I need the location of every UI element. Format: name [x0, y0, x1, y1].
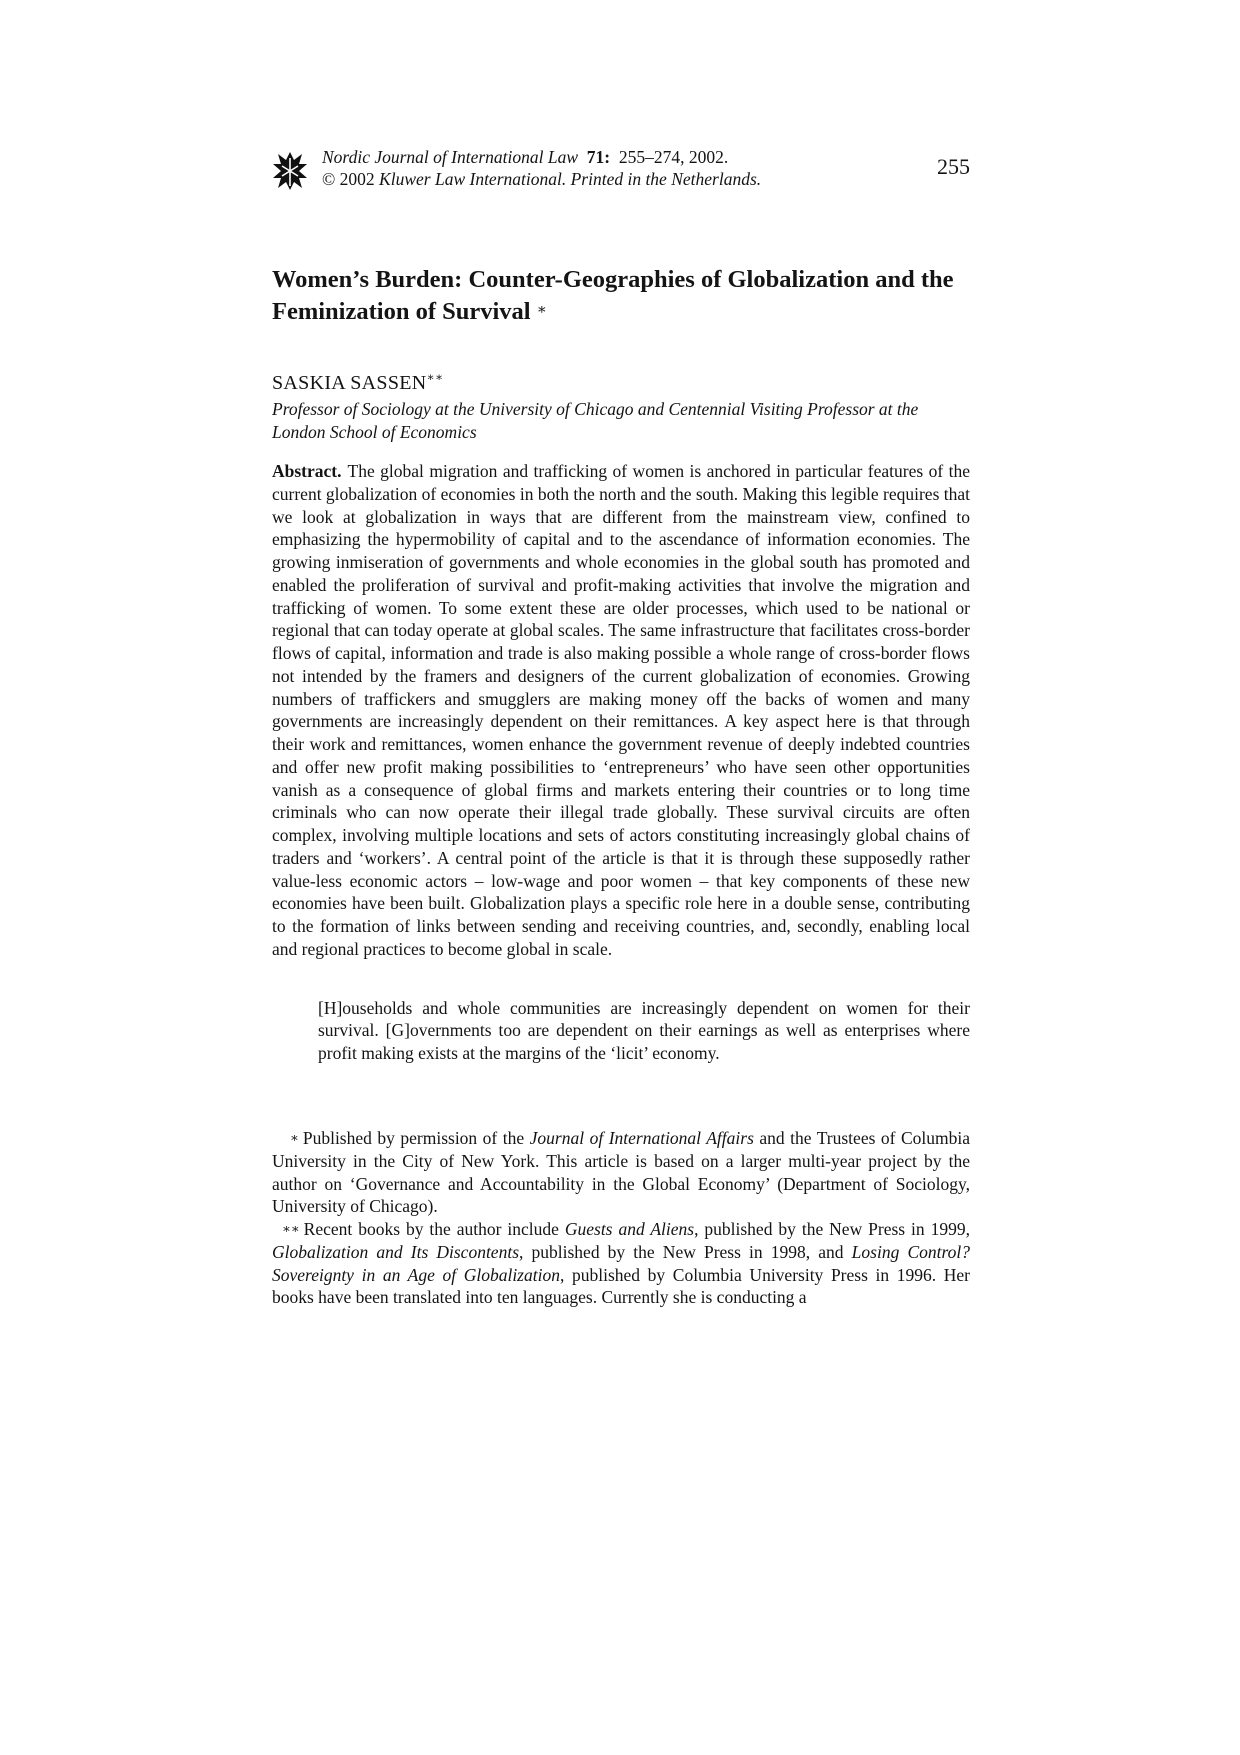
footnote-2 [272, 1218, 970, 1309]
footnote-2-text-4: , published by Columbia University Press in 1996. Her books have been translated into ten languages. Currently she is conducting a [272, 1264, 970, 1308]
author-affiliation: Professor of Sociology at the University of Chicago and Centennial Visiting Professor at the London School of Economics [272, 399, 919, 442]
article-page [272, 140, 970, 1309]
footnote-1-text: Published by permission of the [302, 1128, 530, 1148]
book-title-losing-control: Losing Control? Sovereignty in an Age of Globalization [272, 1241, 971, 1285]
volume-number: 71: [586, 147, 611, 167]
abstract-text: The global migration and trafficking of women is anchored in particular features of the current globalization of economies in both the north and the south. Making this legible requires that we look at globalization in ways that are different from the mainstream view, confined to emphasizing the hypermobility of capital and to the ascendance of information economies. The growing inmiseration of governments and whole economies in the global south has promoted and enabled the proliferation of survival and profit-making activities that involve the migration and trafficking of women. To some extent these are older processes, which used to be national or regional that can today operate at global scales. The same infrastructure that facilitates cross-border flows of capital, information and trade is also making possible a whole range of cross-border flows not intended by the framers and designers of the current globalization of economies. Growing numbers of traffickers and smugglers are making money off the backs of women and many governments are increasingly dependent on their remittances. A key aspect here is that through their work and remittances, women enhance the government revenue of deeply indebted countries and offer new profit making possibilities to ‘entrepreneurs’ who have seen other opportunities vanish as a consequence of global firms and markets entering their countries or to long time criminals who can now operate their illegal trade globally. These survival circuits are often complex, involving multiple locations and sets of actors constituting increasingly global chains of traders and ‘workers’. A central point of the article is that it is through these supposedly rather value-less economic actors – low-wage and poor women – that key components of these new economies have been built. Globalization plays a specific role here in a double sense, contributing to the formation of links between sending and receiving countries, and, secondly, enabling local and regional practices to become global in scale. [272, 461, 970, 959]
journal-name: Nordic Journal of International Law [322, 147, 579, 167]
footnote-1-marker: ∗ [290, 1130, 299, 1145]
abstract-paragraph [272, 460, 970, 961]
page-range: 255–274, 2002. [618, 147, 729, 167]
book-title-guests-and-aliens: Guests and Aliens [564, 1219, 695, 1239]
title-footnote-marker[interactable]: ∗ [536, 302, 547, 318]
copyright-year: © 2002 [322, 169, 375, 189]
epigraph-quote: [H]ouseholds and whole communities are increasingly dependent on women for their survival. [G]overnments too are dependent on their earnings as well as enterprises where profit making exists at the margins of the ‘licit’ economy. [318, 997, 970, 1063]
title-line-2: Feminization of Survival [272, 298, 531, 325]
title-line-1: Women’s Burden: Counter-Geographies of Globalization and the [272, 266, 954, 293]
footnote-1-text-2: and the Trustees of Columbia University in the City of New York. This article is based on a larger multi-year project by the author on ‘Governance and Accountability in the Global Economy’ (Department of Sociology, University of Chicago). [272, 1128, 970, 1217]
page-number: 255 [937, 154, 970, 179]
footnote-2-text: Recent books by the author include [303, 1219, 565, 1239]
footnote-2-text-3: , published by the New Press in 1998, and [519, 1241, 852, 1262]
footnotes [272, 1127, 970, 1309]
author-name [272, 372, 970, 395]
kluwer-tree-logo-icon [272, 150, 308, 192]
article-title [272, 264, 970, 328]
book-title-globalization-discontents: Globalization and Its Discontents [272, 1241, 520, 1262]
citation-line [322, 146, 761, 168]
journal-header [272, 140, 970, 198]
author-name-text: SASKIA SASSEN [272, 372, 427, 394]
footnote-2-text-2: , published by the New Press in 1999, [694, 1219, 970, 1239]
author-footnote-marker[interactable]: ∗∗ [426, 370, 444, 384]
copyright-line [322, 168, 761, 190]
citation-block [322, 146, 761, 190]
footnote-2-marker: ∗∗ [282, 1221, 300, 1236]
footnote-1-journal: Journal of International Affairs [529, 1128, 754, 1148]
footnote-1 [272, 1127, 970, 1218]
abstract-label: Abstract. [272, 461, 342, 481]
publisher-name: Kluwer Law International. Printed in the Netherlands. [379, 169, 762, 189]
